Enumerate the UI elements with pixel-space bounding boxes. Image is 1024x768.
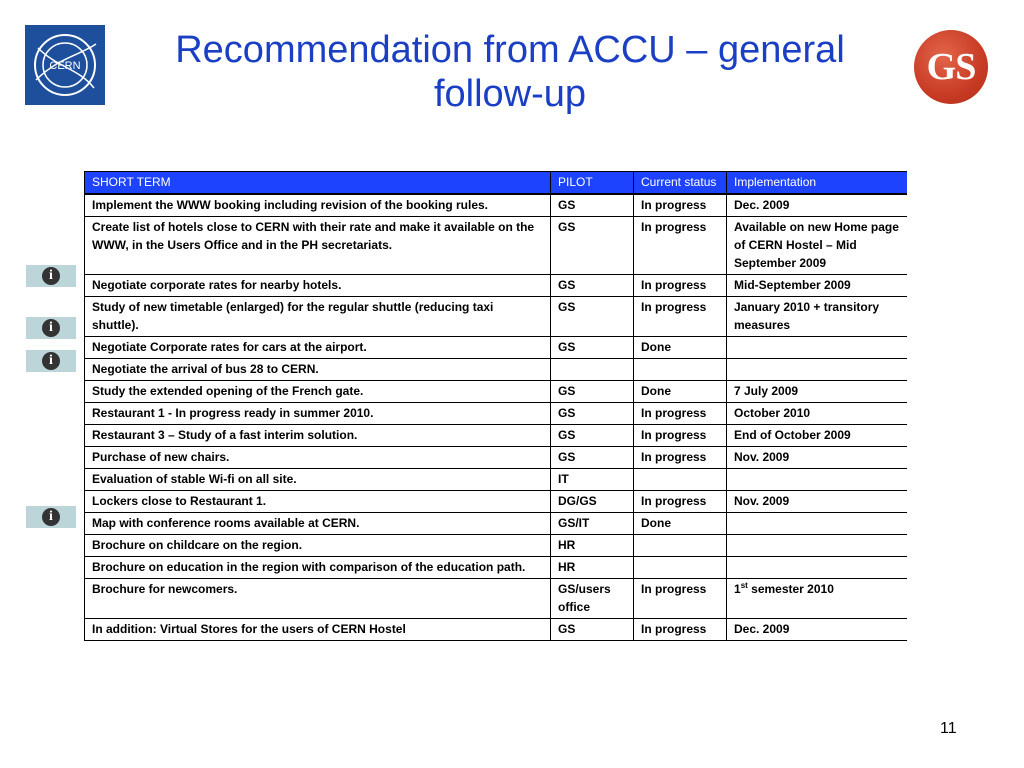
header-pilot: PILOT [551, 172, 634, 195]
status-cell: In progress [634, 579, 727, 619]
pilot-cell: GS/users office [551, 579, 634, 619]
info-icon: i [42, 267, 60, 285]
page-number: 11 [940, 720, 957, 737]
pilot-cell: GS [551, 297, 634, 337]
status-cell: In progress [634, 619, 727, 641]
implementation-cell: Available on new Home page of CERN Hostel – Mid September 2009 [727, 217, 907, 275]
task-cell: Lockers close to Restaurant 1. [85, 491, 551, 513]
info-icon: i [42, 352, 60, 370]
task-cell: Brochure on childcare on the region. [85, 535, 551, 557]
task-cell: In addition: Virtual Stores for the users of CERN Hostel [85, 619, 551, 641]
task-cell: Restaurant 1 - In progress ready in summer 2010. [85, 403, 551, 425]
table-row [85, 469, 907, 491]
status-cell: In progress [634, 425, 727, 447]
status-cell [634, 557, 727, 579]
pilot-cell: HR [551, 557, 634, 579]
table-row [85, 403, 907, 425]
status-cell: In progress [634, 403, 727, 425]
pilot-cell: IT [551, 469, 634, 491]
status-cell: In progress [634, 297, 727, 337]
info-button-shuttle[interactable] [26, 317, 76, 339]
table-row [85, 557, 907, 579]
task-cell: Restaurant 3 – Study of a fast interim solution. [85, 425, 551, 447]
implementation-cell [727, 359, 907, 381]
svg-text:CERN: CERN [49, 60, 81, 72]
table-row [85, 425, 907, 447]
info-button-cars[interactable] [26, 350, 76, 372]
status-cell: Done [634, 513, 727, 535]
task-cell: Negotiate the arrival of bus 28 to CERN. [85, 359, 551, 381]
task-cell: Create list of hotels close to CERN with their rate and make it available on the WWW, in the Users Office and in the PH secretariats. [85, 217, 551, 275]
gs-logo [914, 30, 988, 104]
implementation-cell [727, 513, 907, 535]
task-cell: Negotiate Corporate rates for cars at the airport. [85, 337, 551, 359]
status-cell: Done [634, 337, 727, 359]
task-cell: Study of new timetable (enlarged) for the regular shuttle (reducing taxi shuttle). [85, 297, 551, 337]
implementation-cell: Dec. 2009 [727, 194, 907, 217]
pilot-cell: GS [551, 403, 634, 425]
pilot-cell: GS [551, 275, 634, 297]
page-title [110, 28, 910, 116]
pilot-cell: GS [551, 447, 634, 469]
cern-logo [25, 25, 105, 105]
table-row [85, 619, 907, 641]
follow-up-table [84, 171, 907, 641]
table-row [85, 359, 907, 381]
implementation-cell [727, 557, 907, 579]
title-line-1: Recommendation from ACCU – general [175, 29, 845, 71]
pilot-cell: GS [551, 194, 634, 217]
header-current-status: Current status [634, 172, 727, 195]
pilot-cell: GS/IT [551, 513, 634, 535]
pilot-cell: GS [551, 381, 634, 403]
implementation-cell: End of October 2009 [727, 425, 907, 447]
implementation-ordinal: st [740, 581, 748, 590]
implementation-cell [727, 535, 907, 557]
table-row [85, 381, 907, 403]
table-row [85, 535, 907, 557]
title-line-2: follow-up [433, 73, 587, 115]
gs-logo-text: GS [926, 46, 976, 88]
pilot-cell: DG/GS [551, 491, 634, 513]
pilot-cell: HR [551, 535, 634, 557]
status-cell [634, 359, 727, 381]
table-row [85, 513, 907, 535]
task-cell: Implement the WWW booking including revision of the booking rules. [85, 194, 551, 217]
task-cell: Evaluation of stable Wi-fi on all site. [85, 469, 551, 491]
table-row [85, 491, 907, 513]
table-row [85, 337, 907, 359]
table-row [85, 275, 907, 297]
status-cell [634, 469, 727, 491]
implementation-cell [727, 579, 907, 619]
implementation-cell [727, 337, 907, 359]
implementation-cell: 7 July 2009 [727, 381, 907, 403]
pilot-cell [551, 359, 634, 381]
status-cell: In progress [634, 275, 727, 297]
table-row [85, 194, 907, 217]
implementation-cell: Mid-September 2009 [727, 275, 907, 297]
implementation-cell: Nov. 2009 [727, 491, 907, 513]
pilot-cell: GS [551, 337, 634, 359]
status-cell: In progress [634, 194, 727, 217]
implementation-cell: Dec. 2009 [727, 619, 907, 641]
implementation-cell: October 2010 [727, 403, 907, 425]
status-cell: In progress [634, 217, 727, 275]
task-cell: Brochure for newcomers. [85, 579, 551, 619]
task-cell: Purchase of new chairs. [85, 447, 551, 469]
status-cell: Done [634, 381, 727, 403]
info-icon: i [42, 319, 60, 337]
info-button-map[interactable] [26, 506, 76, 528]
pilot-cell: GS [551, 217, 634, 275]
table-row [85, 579, 907, 619]
info-icon: i [42, 508, 60, 526]
task-cell: Map with conference rooms available at CERN. [85, 513, 551, 535]
table-row [85, 447, 907, 469]
implementation-cell: January 2010 + transitory measures [727, 297, 907, 337]
implementation-cell [727, 469, 907, 491]
header-short-term: SHORT TERM [85, 172, 551, 195]
info-button-hotels[interactable] [26, 265, 76, 287]
status-cell [634, 535, 727, 557]
table-row [85, 217, 907, 275]
implementation-cell: Nov. 2009 [727, 447, 907, 469]
table-row [85, 297, 907, 337]
task-cell: Study the extended opening of the French gate. [85, 381, 551, 403]
status-cell: In progress [634, 447, 727, 469]
implementation-number: 1 [734, 582, 741, 596]
task-cell: Brochure on education in the region with comparison of the education path. [85, 557, 551, 579]
table-header-row [85, 172, 907, 195]
pilot-cell: GS [551, 425, 634, 447]
task-cell: Negotiate corporate rates for nearby hotels. [85, 275, 551, 297]
header-implementation: Implementation [727, 172, 907, 195]
status-cell: In progress [634, 491, 727, 513]
implementation-text: semester 2010 [747, 582, 834, 596]
pilot-cell: GS [551, 619, 634, 641]
